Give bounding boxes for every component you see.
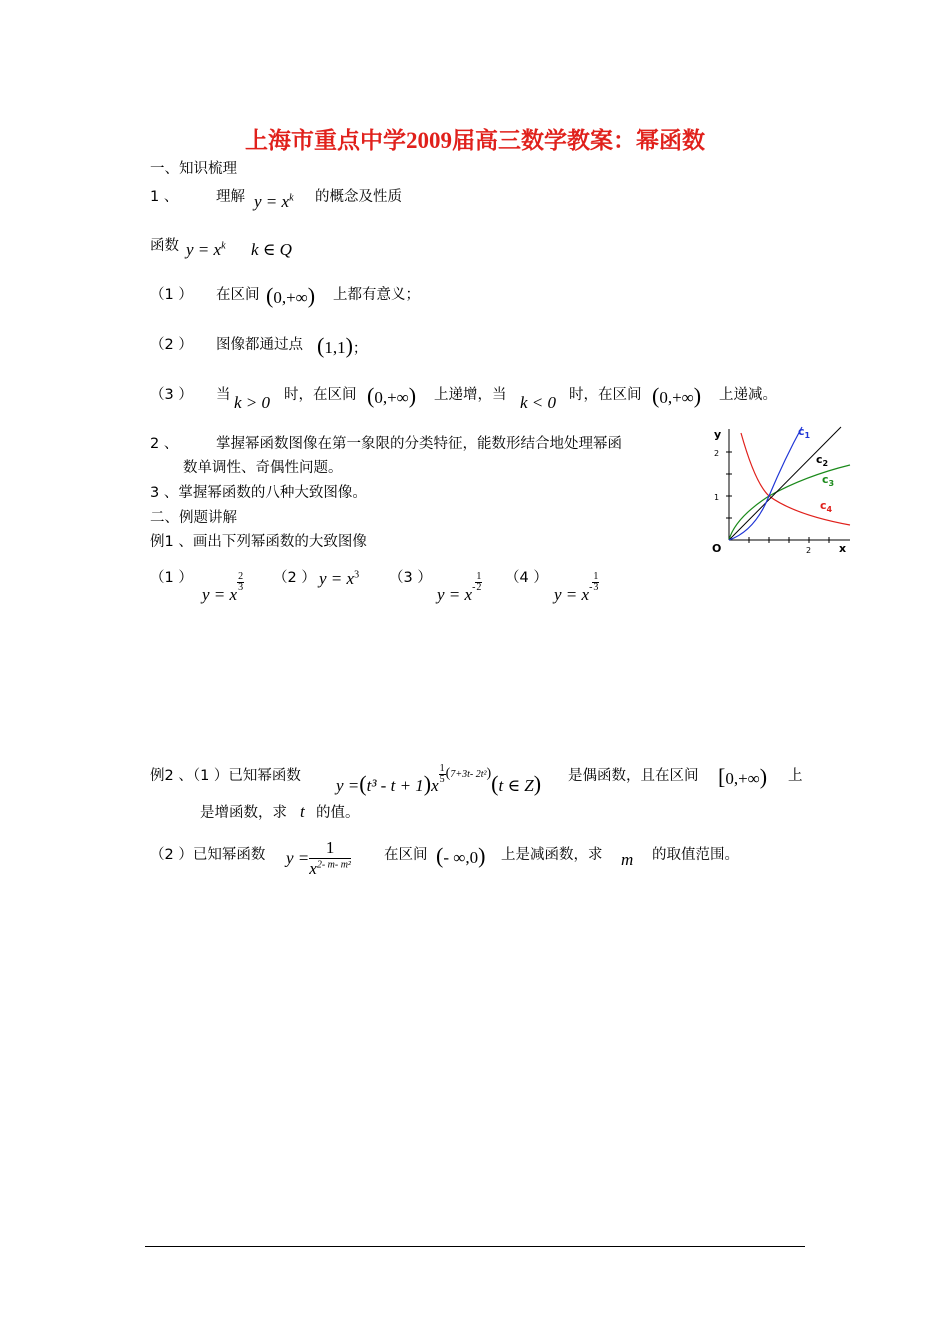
prop2-number: （2 ）: [150, 337, 193, 353]
prop3-text-e: 上递减。: [719, 387, 777, 403]
y-tick-1: 1: [714, 493, 720, 502]
ex2a-interval: [0,+∞): [718, 764, 768, 789]
def-condition: k ∈ Q: [251, 240, 292, 259]
prop1-text-b: 上都有意义；: [333, 287, 420, 303]
ex2a-formula: y =(t³ - t + 1)x $\frac{1}{5}$ (7+3t- 2t²)(t ∈ Z): [336, 763, 542, 796]
item1-formula: $y = x^k$: [254, 192, 294, 211]
prop3-text-a: 当: [216, 387, 231, 403]
prop3-cond1: k > 0: [234, 393, 271, 412]
ex1-head: 例1 、画出下列幂函数的大致图像: [150, 534, 367, 550]
ex2a-text-a: 是偶函数，且在区间: [568, 768, 699, 784]
footer-divider: [145, 1246, 805, 1247]
def-formula: $y = x^k$: [186, 240, 226, 259]
prop1-number: （1 ）: [150, 287, 193, 303]
ex2b-formula: y = $\frac{1}{x^{2- m- m^2}}$: [286, 838, 351, 878]
prop3-interval2: (0,+∞): [652, 383, 702, 408]
ex2a-line2-a: 是增函数，求: [200, 805, 287, 821]
x-axis-label: x: [839, 542, 847, 555]
item1-number: 1 、: [150, 189, 179, 205]
section-examples: 二、例题讲解: [150, 510, 237, 526]
y-axis-label: y: [714, 428, 722, 441]
ex2b-var-m: m: [621, 850, 634, 869]
prop3-interval1: (0,+∞): [367, 383, 417, 408]
curve-c4-label: $c_4$: [820, 499, 833, 514]
ex2b-interval: (- ∞,0): [436, 843, 486, 868]
prop3-text-b: 时，在区间: [284, 387, 357, 403]
def-label: 函数: [150, 238, 179, 254]
ex2b-text-c: 的取值范围。: [652, 847, 739, 863]
item2-number: 2 、: [150, 436, 179, 452]
ex1-part4-num: （4 ）: [505, 570, 548, 586]
curve-c1: [729, 427, 802, 540]
ex1-part1-formula: y = x $\frac{2}{3}$: [202, 571, 244, 604]
ex2a-text-b: 上: [788, 768, 803, 784]
prop1-interval: (0,+∞): [266, 283, 316, 308]
ex2b-head: （2 ）已知幂函数: [150, 847, 266, 863]
ex1-part4-formula: y = x- $\frac{1}{3}$: [554, 571, 599, 604]
curve-c3-label: $c_3$: [822, 473, 835, 488]
item2-line2: 数单调性、奇偶性问题。: [183, 460, 343, 476]
ex1-part2-num: （2 ）: [273, 570, 316, 586]
page-title: 上海市重点中学2009届高三数学教案：幂函数: [245, 128, 705, 153]
ex2b-text-b: 上是减函数，求: [501, 847, 603, 863]
power-function-graph: [705, 423, 855, 558]
axis-ticks: [726, 452, 829, 543]
y-tick-2: 2: [714, 449, 720, 458]
origin-label: O: [712, 542, 722, 555]
prop3-text-d: 时，在区间: [569, 387, 642, 403]
ex2a-var-t: t: [300, 802, 305, 821]
item3: 3 、掌握幂函数的八种大致图像。: [150, 485, 367, 501]
curve-c2-label: $c_2$: [816, 453, 829, 468]
ex1-part1-num: （1 ）: [150, 570, 193, 586]
ex2a-head: 例2 、（1 ）已知幂函数: [150, 768, 301, 784]
prop3-cond2: k < 0: [520, 393, 557, 412]
item1-text: 理解: [216, 189, 245, 205]
prop2-text: 图像都通过点: [216, 337, 303, 353]
x-tick-2: 2: [806, 546, 812, 555]
ex2a-line2-b: 的值。: [316, 805, 360, 821]
ex1-part2-formula: $y = x^3$: [319, 569, 360, 588]
ex2b-text-a: 在区间: [384, 847, 428, 863]
ex1-part3-num: （3 ）: [389, 570, 432, 586]
section-knowledge: 一、知识梳理: [150, 161, 237, 177]
prop2-point: (1,1)；: [317, 333, 368, 358]
ex1-part3-formula: y = x- $\frac{1}{2}$: [437, 571, 482, 604]
prop3-text-c: 上递增，当: [434, 387, 507, 403]
prop1-text: 在区间: [216, 287, 260, 303]
prop3-number: （3 ）: [150, 387, 193, 403]
curve-c1-label: $c_1$: [798, 425, 811, 440]
item2-line1: 掌握幂函数图像在第一象限的分类特征，能数形结合地处理幂函: [216, 436, 622, 452]
item1-text-b: 的概念及性质: [315, 189, 402, 205]
